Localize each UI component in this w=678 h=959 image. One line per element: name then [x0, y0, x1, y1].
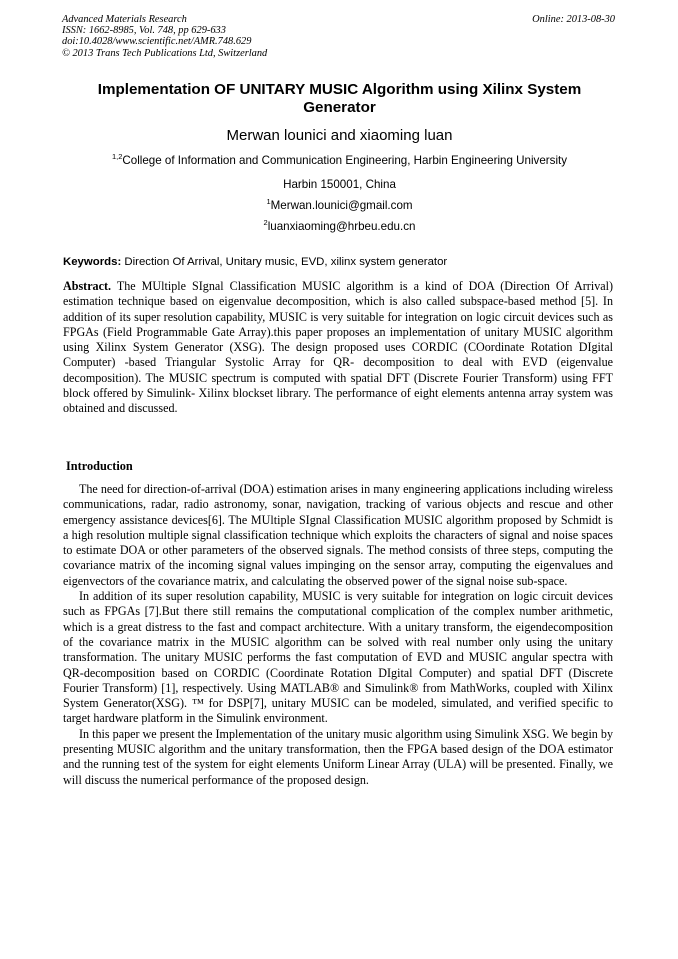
email-2-text: luanxiaoming@hrbeu.edu.cn [267, 220, 416, 233]
email-1 [62, 199, 617, 213]
section-heading-introduction: Introduction [66, 459, 133, 473]
authors: Merwan lounici and xiaoming luan [226, 127, 453, 144]
email-2-superscript: 2 [263, 218, 268, 227]
introduction-body [63, 482, 613, 788]
affiliation-superscript: 1,2 [111, 152, 123, 161]
paper-title: Implementation OF UNITARY MUSIC Algorithm using Xilinx System Generator [97, 81, 582, 116]
email-2 [62, 220, 617, 234]
copyright-line: © 2013 Trans Tech Publications Ltd, Switzerland [62, 47, 268, 59]
online-date: Online: 2013-08-30 [532, 14, 615, 25]
paragraph: In addition of its super resolution capability, MUSIC is very suitable for integration on logic circuit devices such as FPGAs [7].But there still remains the computational complication of the complex number arithmetic, which is a great distress to the fast and compact architecture. With a unitary transform, the eigendecomposition of the covariance matrix in the MUSIC algorithm can be solved with real number only using the unitary transformation. The unitary MUSIC performs the fast computation of EVD and MUSIC angular spectra with QR-decomposition based on CORDIC (Coordinate Rotation DIgital Computer) and spatial DFT (Discrete Fourier Transform) [1], respectively. Using MATLAB® and Simulink® from MathWorks, coupled with Xilinx System Generator(XSG). ™ for DSP[7], unitary MUSIC can be modeled, simulated, and verified specific to target hardware platform in the Simulink environment. [63, 589, 613, 726]
journal-name: Advanced Materials Research [62, 14, 187, 25]
paragraph: In this paper we present the Implementation of the unitary music algorithm using Simulink XSG. We begin by presenting MUSIC algorithm and the unitary transformation, then the FPGA based design of the DOA estimator and the running test of the system for eight elements Uniform Linear Array (ULA) will be presented. Finally, we will discuss the numerical performance of the proposed design. [63, 726, 613, 787]
issn-line: ISSN: 1662-8985, Vol. 748, pp 629-633 [62, 25, 226, 37]
doi-line: doi:10.4028/www.scientific.net/AMR.748.629 [62, 36, 252, 48]
abstract [63, 279, 613, 417]
email-1-superscript: 1 [266, 197, 271, 206]
abstract-text: The MUltiple SIgnal Classification MUSIC algorithm is a kind of DOA (Direction Of Arrival) estimation technique based on eigenvalue decomposition, which is also called subspace-based method [5]. In addition of its super resolution capability, MUSIC is very suitable for integration on logic circuit devices such as FPGAs (Field Programmable Gate Array).this paper proposes an implementation of unitary MUSIC algorithm using Xilinx System Generator (XSG). The design proposed uses CORDIC (COordinate Rotation DIgital Computer) -based Triangular Systolic Array for QR- decomposition to deal with EVD (eigenvalue decomposition). The MUSIC spectrum is computed with spatial DFT (Discrete Fourier Transform) using FFT block offered by Simulink- Xilinx blockset library. The performance of eight elements antenna array system was obtained and discussed. [63, 279, 613, 416]
affiliation [62, 154, 617, 168]
affiliation-text: College of Information and Communication Engineering, Harbin Engineering University [122, 154, 568, 167]
abstract-label: Abstract. [63, 279, 112, 293]
email-1-text: Merwan.lounici@gmail.com [270, 199, 413, 212]
keywords-text: Direction Of Arrival, Unitary music, EVD, xilinx system generator [121, 256, 448, 268]
keywords-label: Keywords: [63, 256, 122, 268]
address: Harbin 150001, China [283, 178, 396, 191]
paragraph: The need for direction-of-arrival (DOA) estimation arises in many engineering applications including wireless communications, radar, radio astronomy, sonar, navigation, tracking of various objects and rescue and other emergency assistance devices[6]. The MUltiple SIgnal Classification MUSIC algorithm proposed by Schmidt is a high resolution multiple signal classification technique which exploits the characters of signal and noise spaces to estimate DOA or other parameters of the observed signals. The method consists of three steps, computing the covariance matrix of the incoming signal values impinging on the sensor array, computing the eigenvalues and eigenvectors of the covariance matrix, and calculating the observed power of the signal noise sub-space. [63, 482, 613, 588]
keywords [63, 255, 447, 269]
journal-header [62, 14, 267, 59]
